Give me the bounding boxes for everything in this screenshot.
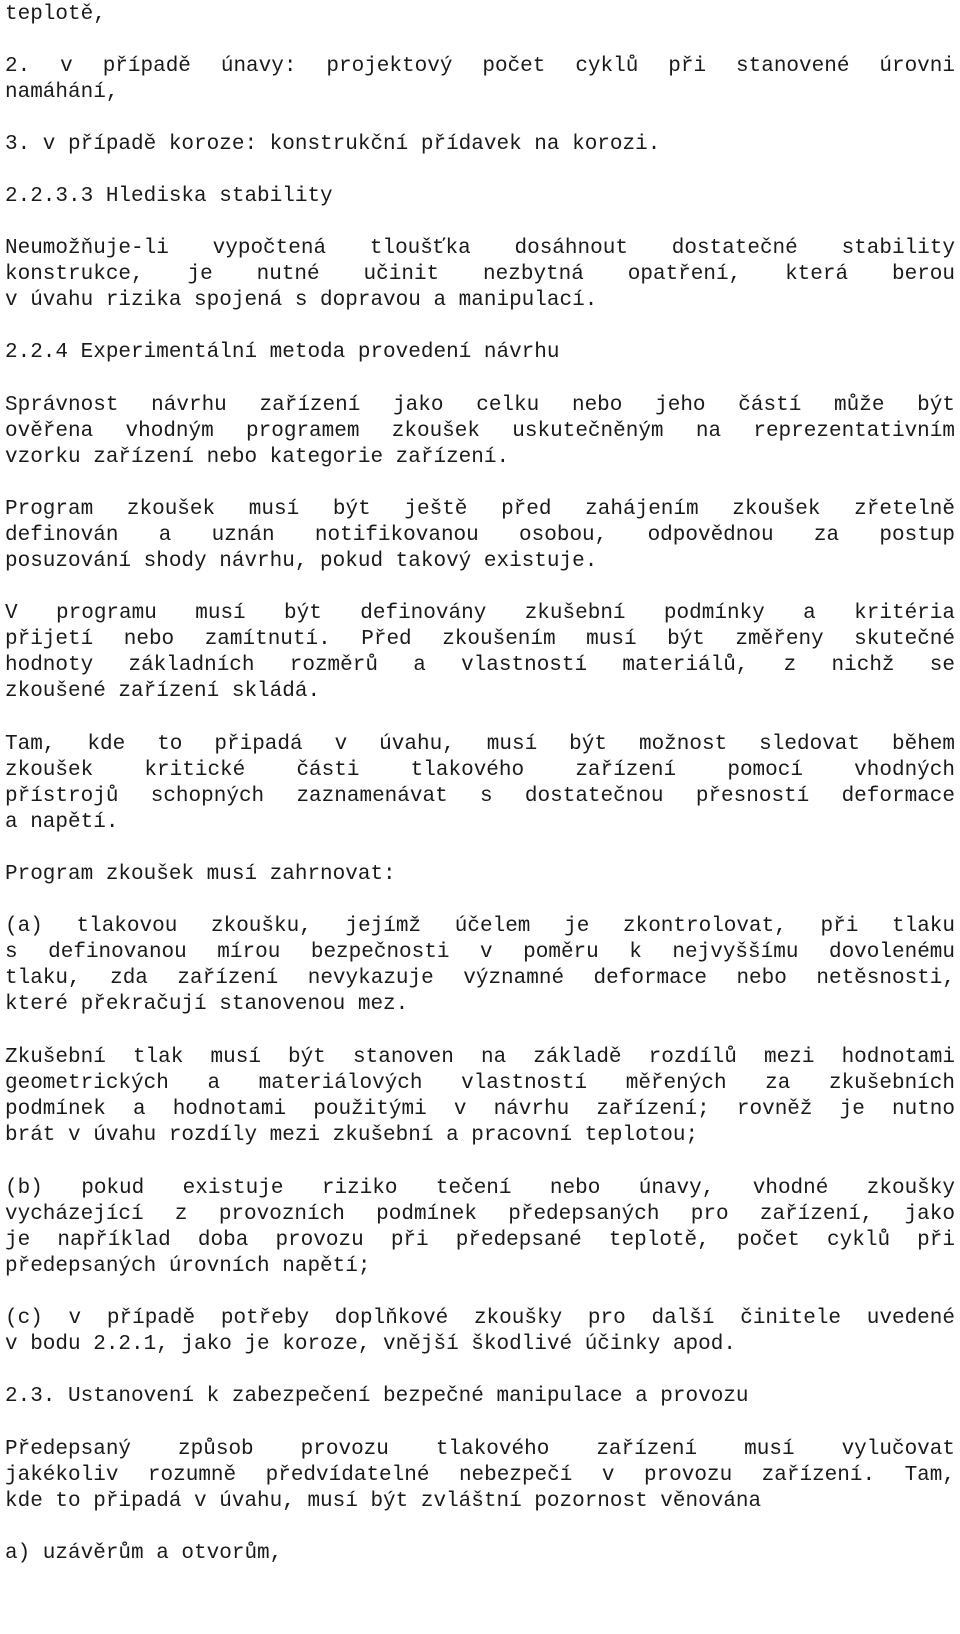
text-line: vycházející z provozních podmínek předepsaných pro zařízení, jako [5,1203,955,1226]
text-line: Program zkoušek musí zahrnovat: [5,863,396,886]
section-heading: 2.2.4 Experimentální metoda provedení návrhu [5,341,560,364]
text-line: 3. v případě koroze: konstrukční přídavek na korozi. [5,133,661,156]
text-line: namáhání, [5,81,119,104]
text-line: (a) tlakovou zkoušku, jejímž účelem je zkontrolovat, při tlaku [5,915,955,938]
text-line: (c) v případě potřeby doplňkové zkoušky pro další činitele uvedené [5,1307,955,1330]
text-line: Předepsaný způsob provozu tlakového zařízení musí vylučovat [5,1438,955,1461]
text-line: přijetí nebo zamítnutí. Před zkoušením musí být změřeny skutečné [5,628,955,651]
text-line: 2. v případě únavy: projektový počet cyklů při stanovené úrovni [5,55,955,78]
text-line: tlaku, zda zařízení nevykazuje významné deformace nebo netěsnosti, [5,967,955,990]
text-line: brát v úvahu rozdíly mezi zkušební a pracovní teplotou; [5,1124,699,1147]
text-line: zkoušené zařízení skládá. [5,680,321,703]
text-line: předepsaných úrovních napětí; [5,1255,371,1278]
text-line: podmínek a hodnotami použitými v návrhu zařízení; rovněž je nutno [5,1098,955,1121]
text-line: a) uzávěrům a otvorům, [5,1542,283,1565]
text-line: teplotě, [5,3,106,26]
text-line: v úvahu rizika spojená s dopravou a manipulací. [5,289,598,312]
section-heading: 2.2.3.3 Hlediska stability [5,185,333,208]
text-line: a napětí. [5,811,119,834]
text-line: Zkušební tlak musí být stanoven na základě rozdílů mezi hodnotami [5,1046,955,1069]
text-line: přístrojů schopných zaznamenávat s dostatečnou přesností deformace [5,785,955,808]
text-line: je například doba provozu při předepsané teplotě, počet cyklů při [5,1229,955,1252]
text-line: V programu musí být definovány zkušební podmínky a kritéria [5,602,955,625]
text-line: v bodu 2.2.1, jako je koroze, vnější škodlivé účinky apod. [5,1333,736,1356]
text-line: zkoušek kritické části tlakového zařízení pomocí vhodných [5,759,955,782]
text-line: které překračují stanovenou mez. [5,993,409,1016]
text-line: Neumožňuje-li vypočtená tloušťka dosáhnout dostatečné stability [5,237,955,260]
text-line: posuzování shody návrhu, pokud takový existuje. [5,550,598,573]
text-line: Tam, kde to připadá v úvahu, musí být možnost sledovat během [5,733,955,756]
text-line: geometrických a materiálových vlastností měřených za zkušebních [5,1072,955,1095]
text-line: Správnost návrhu zařízení jako celku nebo jeho částí může být [5,394,955,417]
text-line: konstrukce, je nutné učinit nezbytná opatření, která berou [5,263,955,286]
text-line: jakékoliv rozumně předvídatelné nebezpečí v provozu zařízení. Tam, [5,1464,955,1487]
section-heading: 2.3. Ustanovení k zabezpečení bezpečné manipulace a provozu [5,1385,749,1408]
text-line: Program zkoušek musí být ještě před zahájením zkoušek zřetelně [5,498,955,521]
text-line: ověřena vhodným programem zkoušek uskutečněným na reprezentativním [5,420,955,443]
text-line: definován a uznán notifikovanou osobou, odpovědnou za postup [5,524,955,547]
text-line: vzorku zařízení nebo kategorie zařízení. [5,446,510,469]
text-line: kde to připadá v úvahu, musí být zvláštní pozornost věnována [5,1490,762,1513]
text-line: (b) pokud existuje riziko tečení nebo únavy, vhodné zkoušky [5,1177,955,1200]
text-line: hodnoty základních rozměrů a vlastností materiálů, z nichž se [5,654,955,677]
text-line: s definovanou mírou bezpečnosti v poměru k nejvyššímu dovolenému [5,941,955,964]
